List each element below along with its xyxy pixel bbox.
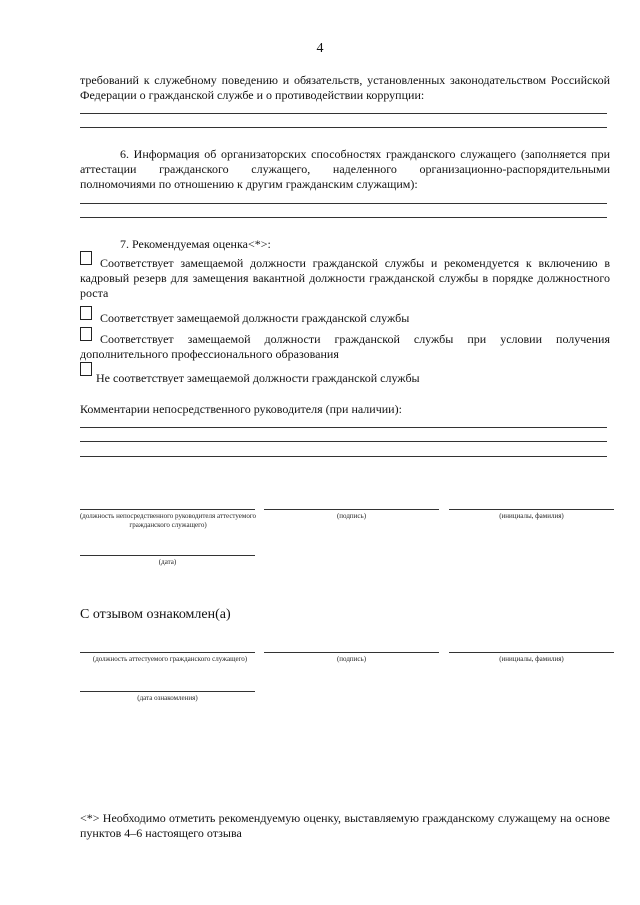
option-4-checkbox[interactable] xyxy=(80,362,92,376)
supervisor-position-caption: (должность непосредственного руководителя аттестуемого гражданского служащего) xyxy=(79,512,257,529)
comments-line-1[interactable] xyxy=(80,427,607,428)
ack-name-line[interactable] xyxy=(449,652,614,653)
acknowledgement-title: С отзывом ознакомлен(а) xyxy=(80,607,231,622)
section6-paragraph: 6. Информация об организаторских способностях гражданского служащего (заполняется при аттестации гражданского служащего, наделенного организационно-распорядительными полномочиями по отношению к другим гражданским служащим): xyxy=(80,147,610,191)
ack-date-caption: (дата ознакомления) xyxy=(137,694,198,702)
option-3-label: Соответствует замещаемой должности гражданской службы при условии получения дополнительного профессионального образования xyxy=(80,332,610,361)
section7-heading: 7. Рекомендуемая оценка<*>: xyxy=(120,237,271,251)
supervisor-signature-line[interactable] xyxy=(264,509,439,510)
supervisor-date-line[interactable] xyxy=(80,555,255,556)
intro-fill-line-1 xyxy=(80,113,607,114)
supervisor-date-caption: (дата) xyxy=(158,558,177,566)
comments-label: Комментарии непосредственного руководителя (при наличии): xyxy=(80,402,402,416)
ack-name-caption: (инициалы, фамилия) xyxy=(499,655,564,663)
option-2-label: Соответствует замещаемой должности гражданской службы xyxy=(100,311,410,325)
ack-signature-caption: (подпись) xyxy=(336,655,367,663)
supervisor-name-caption: (инициалы, фамилия) xyxy=(499,512,564,520)
comments-line-3[interactable] xyxy=(80,456,607,457)
option-1-label: Соответствует замещаемой должности гражданской службы и рекомендуется к включению в кадровый резерв для замещения вакантной должности гражданской службы в порядке должностного роста xyxy=(80,256,610,300)
comments-line-2[interactable] xyxy=(80,441,607,442)
ack-date-line[interactable] xyxy=(80,691,255,692)
page-number: 4 xyxy=(316,41,324,56)
ack-position-caption: (должность аттестуемого гражданского служащего) xyxy=(92,655,248,663)
ack-signature-line[interactable] xyxy=(264,652,439,653)
supervisor-position-line[interactable] xyxy=(80,509,255,510)
intro-fill-line-2 xyxy=(80,127,607,128)
ack-position-line[interactable] xyxy=(80,652,255,653)
section6-fill-line-2 xyxy=(80,217,607,218)
option-4-label: Не соответствует замещаемой должности гражданской службы xyxy=(96,371,420,385)
supervisor-signature-caption: (подпись) xyxy=(336,512,367,520)
footnote: <*> Необходимо отметить рекомендуемую оценку, выставляемую гражданскому служащему на основе пунктов 4–6 настоящего отзыва xyxy=(80,811,610,840)
option-2-checkbox[interactable] xyxy=(80,306,92,320)
intro-paragraph: требований к служебному поведению и обязательств, установленных законодательством Российской Федерации о гражданской службе и о противодействии коррупции: xyxy=(80,73,610,102)
supervisor-name-line[interactable] xyxy=(449,509,614,510)
section6-fill-line-1 xyxy=(80,203,607,204)
